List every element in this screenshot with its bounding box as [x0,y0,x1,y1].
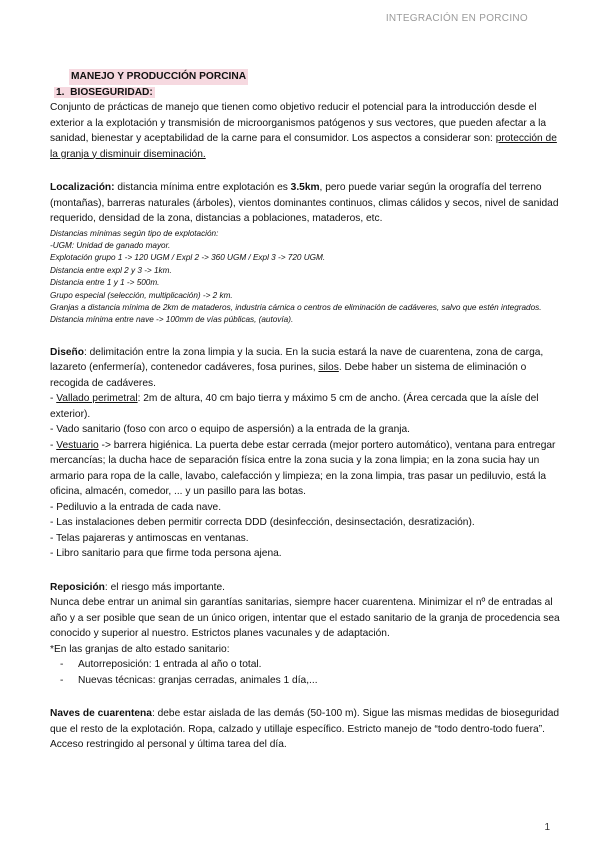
note-line: Grupo especial (selección, multiplicación) -> 2 km. [50,290,233,300]
note-line: Distancia entre expl 2 y 3 -> 1km. [50,265,172,275]
reposicion-text3: *En las granjas de alto estado sanitario: [50,643,230,655]
localizacion-section [50,180,560,327]
section-number: 1. [56,86,65,98]
document-title: MANEJO Y PRODUCCIÓN PORCINA [69,69,248,85]
section-heading [54,85,560,101]
diseno-item: - Libro sanitario para que firme toda persona ajena. [50,548,282,560]
localizacion-label: Localización: [50,182,115,193]
diseno-item: - Las instalaciones deben permitir correcta DDD (desinfección, desinsectación, desratización). [50,517,475,529]
diseno-item: - Pediluvio a la entrada de cada nave. [50,501,222,513]
note-line: Distancia mínima entre nave -> 100mm de vías públicas, (autovía). [50,315,294,325]
vestuario-label: Vestuario [56,439,99,451]
reposicion-label: Reposición [50,581,105,593]
vado-item: - Vado sanitario (foso con arco o equipo de aspersión) a la entrada de la granja. [50,424,410,436]
note-line: Explotación grupo 1 -> 120 UGM / Expl 2 -> 360 UGM / Expl 3 -> 720 UGM. [50,253,326,263]
running-header: INTEGRACIÓN EN PORCINO [385,13,528,24]
reposicion-bullet: - Autorreposición: 1 entrada al año o total. [50,657,560,673]
intro-text: Conjunto de prácticas de manejo que tienen como objetivo reducir el potencial para la introducción desde el exterior a la explotación y transmisión de microorganismos patógenos y sus vectores, que pueden afectar a la sanidad, bienestar y aceptabilidad de la carne para el consumidor. Los aspectos a considerar son: [50,102,547,144]
reposicion-text1: : el riesgo más importante. [104,581,225,593]
vestuario-text: -> barrera higiénica. La puerta debe estar cerrada (mejor portero automático), ventana para entregar mercancías; la ducha hace de separación física entre la zona sucia y la zona limpia; en la zona sucia hay un armario para ropa de la calle, lavabo, calefacción y limpieza; en la zona limpia, tras pasar un pediluvio, está la oficina, almacén, comedor, ... y un pasillo para las botas. [50,439,556,498]
diseno-item: - Telas pajareras y antimoscas en ventanas. [50,532,249,544]
reposicion-bullet: - Nuevas técnicas: granjas cerradas, animales 1 día,... [50,673,560,689]
note-line: Distancias mínimas según tipo de explotación: [50,228,219,238]
section-title: BIOSEGURIDAD: [70,86,153,98]
reposicion-text2: Nunca debe entrar un animal sin garantías sanitarias, siempre hacer cuarentena. Minimizar el nº de entradas al año y a ser posible que sean de un único origen, intentar que el estado sanitario de la granja de procedencia sea conocido y superior al nuestro. Estrictos planes vacunales y de adaptación. [50,597,560,640]
naves-text: : debe estar aislada de las demás (50-100 m). Sigue las mismas medidas de bioseguridad que el resto de la explotación. Ropa, calzado y utillaje específico. Estricto manejo de “todo dentro-todo fuera”. Acceso restringido al personal y última tarea del día. [50,708,560,751]
localizacion-distance: 3.5km [290,182,320,193]
diseno-section: Diseño: delimitación entre la zona limpia y la sucia. En la sucia estará la nave de cuarentena, zona de carga, lazareto (enfermería), contenedor cadáveres, fosa purines, silos. Debe haber un sistema de eliminación o recogida de cadáveres. - Vallado perimetral: 2m de altura, 40 cm bajo tierra y máximo 5 cm de ancho. (Área cercada que la aísle del exterior). - Vado sanitario (foso con arco o equipo de aspersión) a la entrada de la granja. - Vestuario -> barrera higiénica. La puerta debe estar cerrada (mejor portero automático), ventana para entregar mercancías; la ducha hace de separación física entre la zona sucia y la zona limpia; en la zona sucia hay un armario para ropa de la calle, lavabo, calefacción y limpieza; en la zona limpia, tras pasar un pediluvio, está la oficina, almacén, comedor, ... y un pasillo para las botas. - Pediluvio a la entrada de cada nave. - Las instalaciones deben permitir correcta DDD (desinfección, desinsectación, desratización). - Telas pajareras y antimoscas en ventanas. - Libro sanitario para que firme toda persona ajena. [50,345,560,562]
intro-paragraph [50,100,560,162]
naves-label: Naves de cuarentena [50,708,152,720]
naves-section [50,706,560,753]
diseno-text1: : delimitación entre la zona limpia y la sucia. En la sucia estará la nave de cuarentena, zona de carga, lazareto (enfermería), contenedor cadáveres, fosa purines, [50,346,544,374]
diseno-silos: silos [318,362,339,374]
intro-underlined: protección de la granja y disminuir diseminación. [50,133,557,160]
document-body [50,69,560,753]
localizacion-pre: distancia mínima entre explotación es [114,182,291,193]
vallado-text: : 2m de altura, 40 cm bajo tierra y máximo 5 cm de ancho. (Área cercada que la aísle del exterior). [50,393,539,420]
diseno-label: Diseño [50,346,84,358]
localizacion-post: , pero puede variar según la orografía del terreno (montañas), barreras naturales (árboles), vientos dominantes continuos, climas cálidos y secos, nivel de sanidad requerido, densidad de la zona, distancias a poblaciones, mataderos, etc. [50,182,559,224]
distance-notes [50,228,560,327]
note-line: Distancia entre 1 y 1 -> 500m. [50,278,160,288]
note-line: -UGM: Unidad de ganado mayor. [50,240,171,250]
reposicion-section [50,580,560,689]
note-line: Granjas a distancia mínima de 2km de mataderos, industria cárnica o centros de eliminación de cadáveres, salvo que estén integrados. [50,302,542,312]
page-number: 1 [544,822,550,833]
diseno-text2: . Debe haber un sistema de eliminación o recogida de cadáveres. [50,362,527,389]
vallado-label: Vallado perimetral [56,393,138,405]
